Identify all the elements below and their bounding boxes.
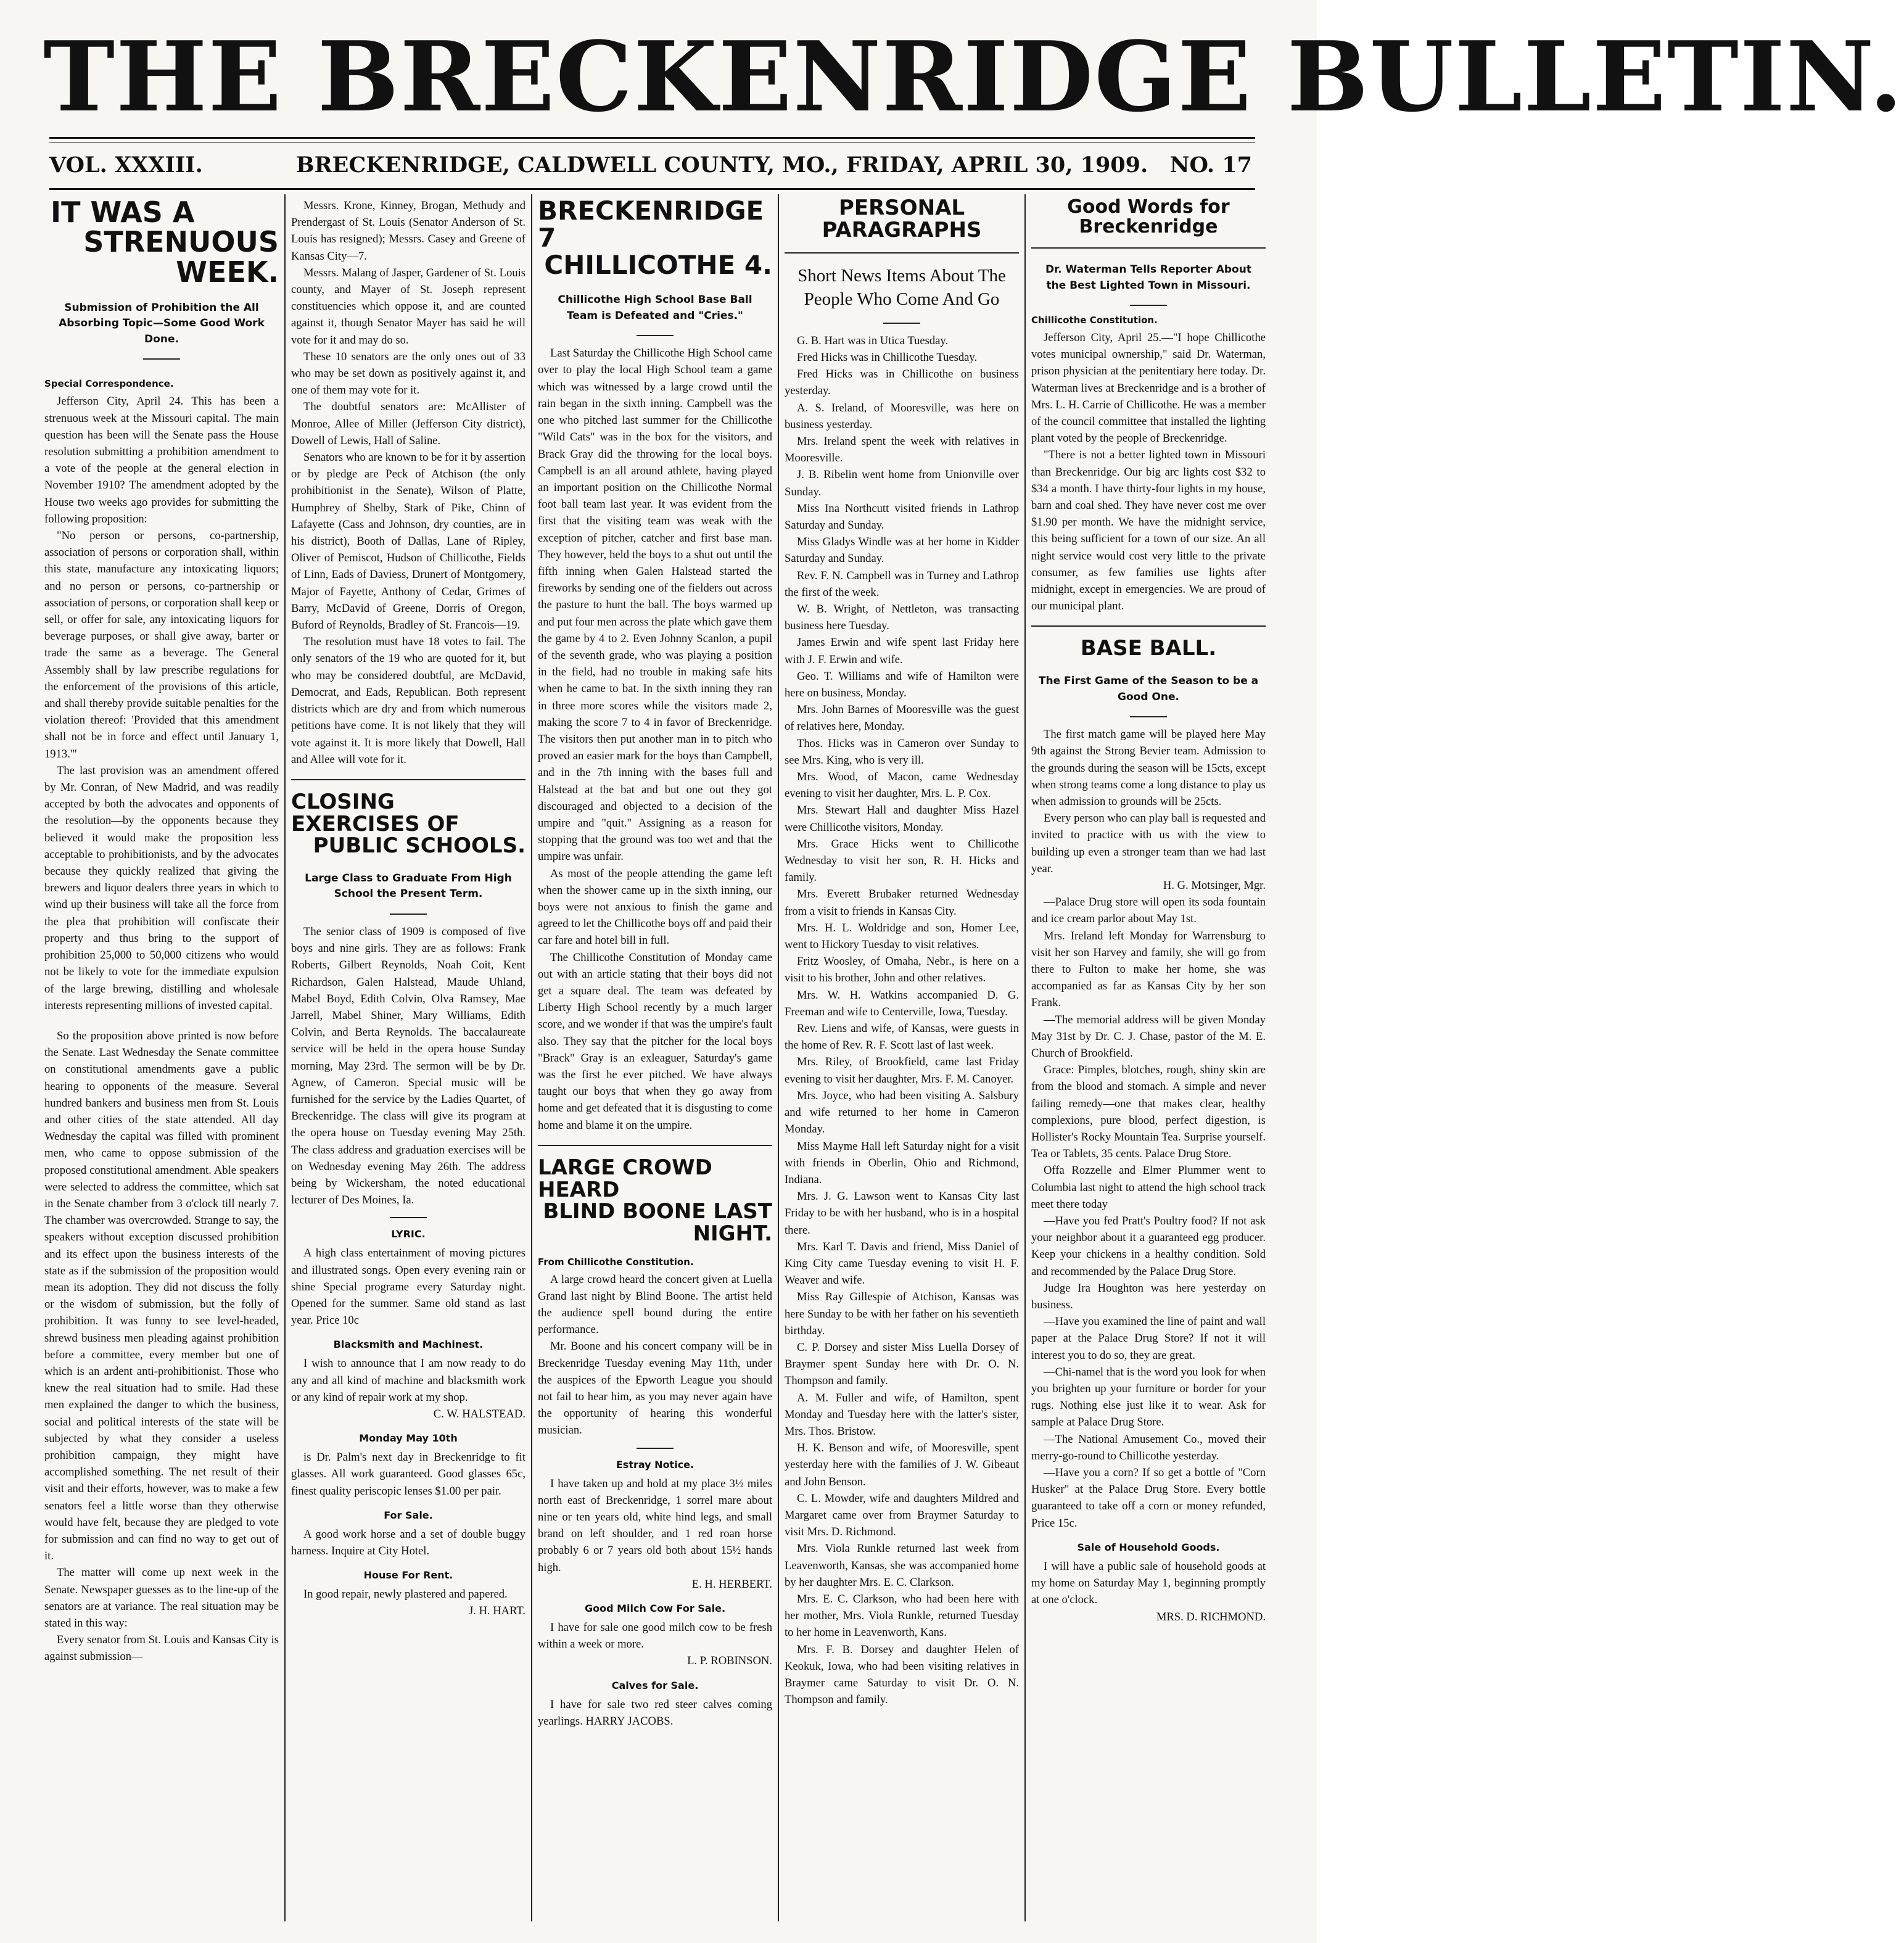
personal-item: James Erwin and wife spent last Friday here with J. F. Erwin and wife. xyxy=(785,636,1019,666)
deck-strenuous: Submission of Prohibition the All Absorbing Topic—Some Good Work Done. xyxy=(59,301,265,345)
dateline xyxy=(49,147,1252,184)
article-paragraph: Jefferson City, April 24. This has been a strenuous week at the Missouri capital. The main question has been will the Senate pass the House resolution submitting a prohibition amendment to a vote of the people at the general election in November 1910? The amendment adopted by the House two weeks ago provides for submitting the following proposition: xyxy=(44,395,279,526)
article-paragraph: These 10 senators are the only ones out of 33 who may be set down as positively against it, and one of them may vote for it. xyxy=(291,350,525,397)
personal-item: Fritz Woosley, of Omaha, Nebr., is here on a visit to his brother, John and other relatives. xyxy=(785,955,1019,985)
local-item: Grace: Pimples, blotches, rough, shiny skin are from the blood and stomach. A simple and never failing remedy—one that makes clear, healthy complexions, pure blood, perfect digestion, is Hollister's Rocky Mountain Tea. Surprise yourself. Tea or Tablets, 35 cents. Palace Drug Store. xyxy=(1031,1063,1266,1161)
ad-heading-household-sale: Sale of Household Goods. xyxy=(1077,1541,1220,1553)
headline-base-ball: BASE BALL. xyxy=(1080,636,1217,661)
ad-text-calves: I have for sale two red steer calves coming yearlings. HARRY JACOBS. xyxy=(538,1698,772,1728)
personal-item: Miss Ray Gillespie of Atchison, Kansas was here Sunday to be with her father on his seventieth birthday. xyxy=(785,1290,1019,1337)
personal-item: Mrs. Stewart Hall and daughter Miss Hazel were Chillicothe visitors, Monday. xyxy=(785,804,1019,834)
personal-item: Mrs. Ireland spent the week with relatives in Mooresville. xyxy=(785,434,1019,465)
divider xyxy=(538,1145,772,1146)
divider xyxy=(1031,625,1266,627)
personal-item: Mrs. Grace Hicks went to Chillicothe Wednesday to visit her son, R. H. Hicks and family. xyxy=(785,837,1019,885)
article-paragraph: The first match game will be played here May 9th against the Strong Bevier team. Admission to the grounds during the season will be 15cts, except when strong teams come a long distance to play us when admission to grounds will be 25cts. xyxy=(1031,728,1266,808)
personal-item: Rev. F. N. Campbell was in Turney and Lathrop the first of the week. xyxy=(785,569,1019,599)
divider xyxy=(390,1217,427,1218)
place-date-label: BRECKENRIDGE, CALDWELL COUNTY, MO., FRIDAY, APRIL 30, 1909. xyxy=(296,152,1148,178)
personal-item: Thos. Hicks was in Cameron over Sunday to see Mrs. King, who is very ill. xyxy=(785,736,1019,767)
headline-good-words: Good Words for Breckenridge xyxy=(1067,196,1230,237)
column-2 xyxy=(291,197,525,1918)
ad-signature-hart: J. H. HART. xyxy=(468,1604,525,1618)
column-3 xyxy=(538,197,772,1918)
personal-item: Geo. T. Williams and wife of Hamilton were here on business, Monday. xyxy=(785,669,1019,700)
issue-number: NO. 17 xyxy=(1169,152,1252,178)
headline-breckenridge-7: BRECKENRIDGE 7 xyxy=(538,196,764,254)
personal-item: H. K. Benson and wife, of Mooresville, spent yesterday here with the families of J. W. Gibeaut and John Benson. xyxy=(785,1442,1019,1488)
masthead-title: THE BRECKENRIDGE BULLETIN. xyxy=(43,20,1904,133)
article-paragraph: Every person who can play ball is requested and invited to practice with us with the view to building up even a stronger team than we had last year. xyxy=(1031,812,1266,875)
article-paragraph: As most of the people attending the game left when the shower came up in the sixth inning, our boys were not anxious to finish the game and agreed to let the Chillicothe boys off and paid their car fare and hotel bill in full. xyxy=(538,867,772,947)
headline-large-crowd: LARGE CROWD HEARD xyxy=(538,1155,712,1202)
ad-heading-calves: Calves for Sale. xyxy=(611,1679,699,1691)
headline-strenuous-line2: STRENUOUS WEEK. xyxy=(83,225,279,289)
article-paragraph: "There is not a better lighted town in Missouri than Breckenridge. Our big arc lights cost $32 to $34 a month. I have thirty-four lights in my house, barn and coal shed. They have never cost me over $1.90 per month. We have the midnight service, this being sufficient for a town of our size. An all night service would cost very little to the private consumer, as few families use lights after midnight, except in emergencies. We are proud of our municipal plant. xyxy=(1031,448,1266,613)
divider xyxy=(291,779,525,780)
article-paragraph: Senators who are known to be for it by assertion or by pledge are Peck of Atchison (the only prohibitionist in the Senate), Wilson of Platte, Humphrey of Shelby, Stark of Pike, Chinn of Lafayette (Cass and Johnson, dry counties, are in his district), Booth of Dallas, Lane of Ripley, Oliver of Pemiscot, Hudson of Chillicothe, Fields of Linn, Eads of Daviess, Drunert of Montgomery, Major of Fayette, Anthony of Cedar, Grimes of Barry, McDavid of Greene, Dorris of Oregon, Buford of Reynolds, Bradley of St. Francois—19. xyxy=(291,451,525,632)
article-paragraph: Mr. Boone and his concert company will be in Breckenridge Tuesday evening May 11th, under the auspices of the Epworth League you should not fail to hear him, as you may never again have the opportunity of hearing this wonderful musician. xyxy=(538,1340,772,1437)
article-paragraph: Last Saturday the Chillicothe High School came over to play the local High School team a game which was witnessed by a large crowd until the rain began in the sixth inning. Campbell was the one who pitched last summer for the Chillicothe "Wild Cats" was in the box for the visitors, and Brack Gray did the throwing for the local boys. Campbell is an all around athlete, having played an important position on the Chillicothe Normal foot ball team last year. It was evident from the first that the visiting team was weak with the exception of pitcher, catcher and first base man. They however, held the boys to a shut out until the fifth inning when Galen Halstead started the fireworks by sending one of the fielders out across the pasture to hunt the ball. The boys warmed up and put four men across the plate which gave them the game by 4 to 2. Even Johnny Scanlon, a pupil of the seventh grade, who was playing a position in the field, had no trouble in making safe hits when he came to bat. In the sixth inning they ran in three more scores while the visitors made 2, making the score 7 to 4 in favor of Breckenridge. The visitors then put another man in to pitch who proved an easier mark for the boys than Campbell, and in the 7th inning with the bases full and Halstead at the bat and but one out they got discouraged and objected to a decision of the umpire and "quit." Assigning as a reason for stopping that the ground was too wet and that the umpire was unfair. xyxy=(538,347,772,864)
personal-item: Mrs. Viola Runkle returned last week from Leavenworth, Kansas, she was accompanied home by her daughter Mrs. E. C. Clarkson. xyxy=(785,1542,1019,1589)
personal-item: C. L. Mowder, wife and daughters Mildred and Margaret came over from Braymer Saturday to visit Mrs. D. Richmond. xyxy=(785,1491,1019,1539)
divider xyxy=(1031,247,1266,249)
article-paragraph: Messrs. Krone, Kinney, Brogan, Methudy and Prendergast of St. Louis (Senator Anderson of St. Louis has resigned); Messrs. Casey and Greene of Kansas City—7. xyxy=(291,199,525,263)
local-item: —Have you examined the line of paint and wall paper at the Palace Drug Store? If not it will interest you to do so, they are great. xyxy=(1031,1315,1266,1362)
personal-item: J. B. Ribelin went home from Unionville over Sunday. xyxy=(785,468,1019,498)
divider xyxy=(637,335,674,336)
ad-signature-halstead: C. W. HALSTEAD. xyxy=(433,1408,525,1421)
divider xyxy=(1130,305,1167,306)
personal-item: Fred Hicks was in Chillicothe on business yesterday. xyxy=(785,368,1019,398)
personal-item: Mrs. Joyce, who had been visiting A. Salsbury and wife returned to her home in Cameron Monday. xyxy=(785,1089,1019,1136)
ad-heading-for-sale: For Sale. xyxy=(384,1509,433,1521)
personal-item: Fred Hicks was in Chillicothe Tuesday. xyxy=(797,350,978,364)
article-paragraph: "No person or persons, co-partnership, association of persons or corporation shall, within this state, manufacture any intoxicating liquors; and no person or persons, co-partnership or association of persons, or corporation shall keep or sell, or offer for sale, any intoxicating liquors for beverage purposes, or shall give away, barter or trade the same as a beverage. The General Assembly shall by law prescribe regulations for the enforcement of the provisions of this article, and shall thereby provide suitable penalties for the violation thereof: 'Provided that this amendment shall not be in force and effect until January 1, 1913.'" xyxy=(44,529,279,761)
personal-item: Mrs. John Barnes of Mooresville was the guest of relatives here, Monday. xyxy=(785,703,1019,733)
article-paragraph: Every senator from St. Louis and Kansas City is against submission— xyxy=(44,1633,279,1664)
byline-chillicothe-constitution: Chillicothe Constitution. xyxy=(1031,315,1158,326)
personal-item: Mrs. F. B. Dorsey and daughter Helen of Keokuk, Iowa, who had been visiting relatives in Braymer came Saturday to visit Dr. O. N. Thompson and family. xyxy=(785,1643,1019,1707)
article-paragraph: The doubtful senators are: McAllister of Monroe, Allee of Miller (Jefferson City district), Dowell of Lewis, Hall of Saline. xyxy=(291,400,525,447)
column-4 xyxy=(785,197,1019,1918)
divider xyxy=(883,323,920,324)
dateline-rule xyxy=(49,188,1255,190)
deck-closing-exercises: Large Class to Graduate From High School the Present Term. xyxy=(305,872,512,901)
local-item: —The memorial address will be given Monday May 31st by Dr. C. J. Chase, pastor of the M. E. Church of Brookfield. xyxy=(1031,1013,1266,1060)
article-paragraph: A large crowd heard the concert given at Luella Grand last night by Blind Boone. The artist held the audience spell bound during the entire performance. xyxy=(538,1273,772,1337)
column-rule-4 xyxy=(1024,194,1026,1921)
column-rule-2 xyxy=(531,194,532,1921)
personal-item: Miss Mayme Hall left Saturday night for a visit with friends in Oberlin, Ohio and Richmond, Indiana. xyxy=(785,1139,1019,1186)
headline-chillicothe-4: CHILLICOTHE 4. xyxy=(544,250,772,281)
local-item: —Palace Drug store will open its soda fountain and ice cream parlor about May 1st. xyxy=(1031,896,1266,926)
ad-heading-estray: Estray Notice. xyxy=(616,1458,694,1471)
personal-item: Miss Ina Northcutt visited friends in Lathrop Saturday and Sunday. xyxy=(785,501,1019,532)
headline-strenuous-line1: IT WAS A xyxy=(51,196,195,229)
column-5 xyxy=(1031,197,1266,1918)
personal-item: Mrs. Everett Brubaker returned Wednesday from a visit to friends in Kansas City. xyxy=(785,888,1019,918)
personal-item: A. S. Ireland, of Mooresville, was here on business yesterday. xyxy=(785,401,1019,431)
local-item: —Chi-namel that is the word you look for when you brighten up your furniture or border for your rugs. Nothing else just like it to wear. Ask for sample at Palace Drug Store. xyxy=(1031,1365,1266,1429)
ad-text-house-for-rent: In good repair, newly plastered and papered. xyxy=(303,1588,508,1601)
deck-first-game: The First Game of the Season to be a Good One. xyxy=(1038,675,1259,703)
ad-signature-robinson: L. P. ROBINSON. xyxy=(687,1654,772,1668)
masthead-rule-top xyxy=(49,137,1255,139)
local-item: Judge Ira Houghton was here yesterday on business. xyxy=(1031,1281,1266,1312)
ad-text-for-sale: A good work horse and a set of double buggy harness. Inquire at City Hotel. xyxy=(291,1527,525,1558)
article-paragraph: The resolution must have 18 votes to fail. The only senators of the 19 who are quoted for it, but who may be considered doubtful, are McDavid, Democrat, and Eads, Republican. Both represent districts which are dry and from which numerous petitions have come. It is not likely that they will vote against it. It is more likely that Dowell, Hall and Allee will vote for it. xyxy=(291,635,525,766)
ad-signature-herbert: E. H. HERBERT. xyxy=(691,1577,772,1591)
divider xyxy=(637,1448,674,1449)
byline-chillicothe-constitution: From Chillicothe Constitution. xyxy=(538,1256,694,1268)
ad-heading-lyric: LYRIC. xyxy=(391,1228,426,1240)
deck-base-ball-game: Chillicothe High School Base Ball Team is Defeated and "Cries." xyxy=(558,294,752,322)
personal-item: Mrs. J. G. Lawson went to Kansas City last Friday to be with her husband, who is in a hospital there. xyxy=(785,1190,1019,1237)
personal-item: Mrs. E. C. Clarkson, who had been here with her mother, Mrs. Viola Runkle, returned Tuesday to her home in Leavenworth, Kans. xyxy=(785,1592,1019,1640)
personal-item: G. B. Hart was in Utica Tuesday. xyxy=(797,334,949,347)
local-item: Mrs. Ireland left Monday for Warrensburg to visit her son Harvey and family, she will go from there to Fulton to make her home, she was accompanied as far as Kansas City by her son Frank. xyxy=(1031,929,1266,1010)
personal-item: A. M. Fuller and wife, of Hamilton, spent Monday and Tuesday here with the latter's sister, Mrs. Thos. Bristow. xyxy=(785,1391,1019,1438)
ad-text-household-sale: I will have a public sale of household goods at my home on Saturday May 1, beginning promptly at one o'clock. xyxy=(1031,1559,1266,1607)
personal-item: Mrs. W. H. Watkins accompanied D. G. Freeman and wife to Centerville, Iowa, Tuesday. xyxy=(785,988,1019,1018)
headline-blind-boone: BLIND BOONE LAST NIGHT. xyxy=(543,1199,772,1246)
headline-closing-exercises-line1: CLOSING EXERCISES OF xyxy=(291,789,460,836)
headline-closing-exercises-line2: PUBLIC SCHOOLS. xyxy=(313,833,525,859)
volume-label: VOL. XXXIII. xyxy=(49,152,203,178)
divider xyxy=(785,252,1019,254)
byline-special-correspondence: Special Correspondence. xyxy=(44,378,174,390)
personal-item: Mrs. Karl T. Davis and friend, Miss Daniel of King City came Tuesday evening to visit H. F. Weaver and wife. xyxy=(785,1240,1019,1287)
divider xyxy=(390,914,427,915)
local-item: —Have you a corn? If so get a bottle of "Corn Husker" at the Palace Drug Store. Every bottle guaranteed to take off a corn or money refunded, Price 15c. xyxy=(1031,1466,1266,1530)
article-paragraph: The Chillicothe Constitution of Monday came out with an article stating that their boys did not get a square deal. The team was defeated by Liberty High School recently by a much larger score, and we wonder if that was the umpire's fault also. They say that the pitcher for the local boys "Brack" Gray is an exleaguer, Saturday's game was the first he ever pitched. We have always taught our boys that when they go away from home and get defeated that it is disgusting to come home and blame it on the umpire. xyxy=(538,951,772,1132)
personal-items-list xyxy=(785,332,1019,1709)
ad-heading-house-for-rent: House For Rent. xyxy=(363,1569,453,1582)
column-rule-3 xyxy=(778,194,779,1921)
personal-item: Mrs. Wood, of Macon, came Wednesday evening to visit her daughter, Mrs. L. P. Cox. xyxy=(785,770,1019,801)
ad-heading-milch-cow: Good Milch Cow For Sale. xyxy=(584,1603,726,1615)
local-item: —The National Amusement Co., moved their merry-go-round to Chillicothe yesterday. xyxy=(1031,1432,1266,1462)
personal-item: W. B. Wright, of Nettleton, was transacting business here Tuesday. xyxy=(785,603,1019,633)
article-paragraph: Messrs. Malang of Jasper, Gardener of St. Louis county, and Mayer of St. Joseph represent constituencies which oppose it, and are counted against it, though Senator Mayer has said he will vote for it and may do so. xyxy=(291,266,525,347)
deck-waterman: Dr. Waterman Tells Reporter About the Best Lighted Town in Missouri. xyxy=(1045,263,1251,292)
ad-text-estray: I have taken up and hold at my place 3½ miles north east of Breckenridge, 1 sorrel mare about nine or ten years old, white hind legs, and small brand on left shoulder, and 1 red roan horse probably 6 or 7 years old both about 15½ hands high. xyxy=(538,1477,772,1574)
subhead-short-news: Short News Items About The People Who Come And Go xyxy=(797,266,1006,310)
article-paragraph: The last provision was an amendment offered by Mr. Conran, of New Madrid, and was readily accepted by both the advocates and opponents of the resolution—by the opponents because they believed it would make the proposition less acceptable to prohibitionists, and by the advocates because they quickly realized that giving the brewers and liquor dealers three years in which to wind up their business will take all the force from the plea that prohibition will confiscate their property and thus bring to the support of prohibition 25,000 to 50,000 citizens who would not be likely to vote for the immediate expulsion of the large brewing, distilling and wholesale interests representing millions of invested capital. xyxy=(44,764,279,1012)
ad-heading-monday: Monday May 10th xyxy=(359,1432,458,1445)
personal-item: Mrs. Riley, of Brookfield, came last Friday evening to visit her daughter, Mrs. F. M. Canoyer. xyxy=(785,1055,1019,1086)
personal-item: Rev. Liens and wife, of Kansas, were guests in the home of Rev. R. F. Scott last of last week. xyxy=(785,1022,1019,1052)
ad-text-monday: is Dr. Palm's next day in Breckenridge to fit glasses. All work guaranteed. Good glasses 65c, finest quality periscopic lenses $1.00 per pair. xyxy=(291,1451,525,1498)
article-paragraph: The senior class of 1909 is composed of five boys and nine girls. They are as follows: Frank Roberts, Gilbert Reynolds, Noah Coit, Kent Richardson, Galen Halstead, Maude Uhland, Mabel Boyd, Edith Colvin, Olva Ramsey, Mae Jarrell, Mabel Shiner, Mary Williams, Edith Colvin, and Berta Reynolds. The baccalaureate service will be held in the opera house Sunday morning, May 23rd. The sermon will be by Dr. Agnew, of Cameron. Special music will be furnished for the service by the Ladies Quartet, of Breckenridge. The class will give its program at the opera house on Tuesday evening May 25th. The class address and graduation exercises will be on Wednesday evening May 26th. The address being by Wickersham, the noted educational lecturer of Des Moines, Ia. xyxy=(291,925,525,1207)
column-rule-1 xyxy=(284,194,286,1921)
personal-item: Miss Gladys Windle was at her home in Kidder Saturday and Sunday. xyxy=(785,535,1019,566)
ad-text-blacksmith: I wish to announce that I am now ready to do any and all kind of machine and blacksmith work or any kind of repair work at my shop. xyxy=(291,1357,525,1404)
personal-item: Mrs. H. L. Woldridge and son, Homer Lee, went to Hickory Tuesday to visit relatives. xyxy=(785,921,1019,952)
headline-personal-paragraphs: PERSONAL PARAGRAPHS xyxy=(822,196,982,242)
ad-heading-blacksmith: Blacksmith and Machinest. xyxy=(333,1339,484,1351)
local-item: Offa Rozzelle and Elmer Plummer went to Columbia last night to attend the high school track meet there today xyxy=(1031,1164,1266,1211)
column-1 xyxy=(44,197,279,1918)
article-paragraph: The matter will come up next week in the Senate. Newspaper guesses as to the line-up of the senators are at variance. The real situation may be stated in this way: xyxy=(44,1566,279,1630)
local-item: —Have you fed Pratt's Poultry food? If not ask your neighbor about it a guaranteed egg producer. Keep your chickens in a healthy condition. Sold and recommended by the Palace Drug Store. xyxy=(1031,1215,1266,1278)
divider xyxy=(1130,716,1167,717)
divider xyxy=(143,358,180,360)
article-paragraph: Jefferson City, April 25.—"I hope Chillicothe votes municipal ownership," said Dr. Waterman, prison physician at the penitentiary here today. Dr. Waterman lives at Breckenridge and is a brother of Mrs. L. H. Carrie of Chillicothe. He was a member of the council committee that installed the lighting plant voted by the people of Breckenridge. xyxy=(1031,331,1266,445)
ad-signature-richmond: MRS. D. RICHMOND. xyxy=(1156,1610,1266,1623)
article-paragraph: So the proposition above printed is now before the Senate. Last Wednesday the Senate committee on constitutional amendments gave a public hearing to opponents of the measure. Several hundred bankers and business men from St. Louis and other cities of the state attended. All day Wednesday the capital was filled with prominent men, who came to oppose submission of the proposed constitutional amendment. Able speakers were selected to address the committee, which sat in the Senate chamber from 3 o'clock till nearly 7. The chamber was overcrowded. Strange to say, the speakers without exception discussed prohibition and its effect upon the business interests of the state as if the submission of the proposition would mean its adoption. They did not discuss the folly or the wisdom of submission, but the folly of prohibition. It was funny to see level-headed, shrewd business men pleading against prohibition before a committee, every member but one of which is an ardent anti-prohibitionist. Those who knew the real situation had to smile. Had these men explained the danger to which the business, social and political interests of the state will be subjected by what they consider a useless prohibition campaign, they might have accomplished something. The net result of their visit and their efforts, however, was to make a few senators feel a little worse than they otherwise would have felt, because they are pledged to vote for submission and can find no way to get out of it. xyxy=(44,1029,279,1563)
ad-text-milch-cow: I have for sale one good milch cow to be fresh within a week or more. xyxy=(538,1621,772,1651)
personal-item: C. P. Dorsey and sister Miss Luella Dorsey of Braymer spent Sunday here with Dr. O. N. Thompson and family. xyxy=(785,1340,1019,1388)
signature-motsinger: H. G. Motsinger, Mgr. xyxy=(1163,878,1266,892)
ad-text-lyric: A high class entertainment of moving pictures and illustrated songs. Open every evening rain or shine Special programe every Saturday night. Opened for the summer. Same old stand as last year. Price 10c xyxy=(291,1247,525,1327)
